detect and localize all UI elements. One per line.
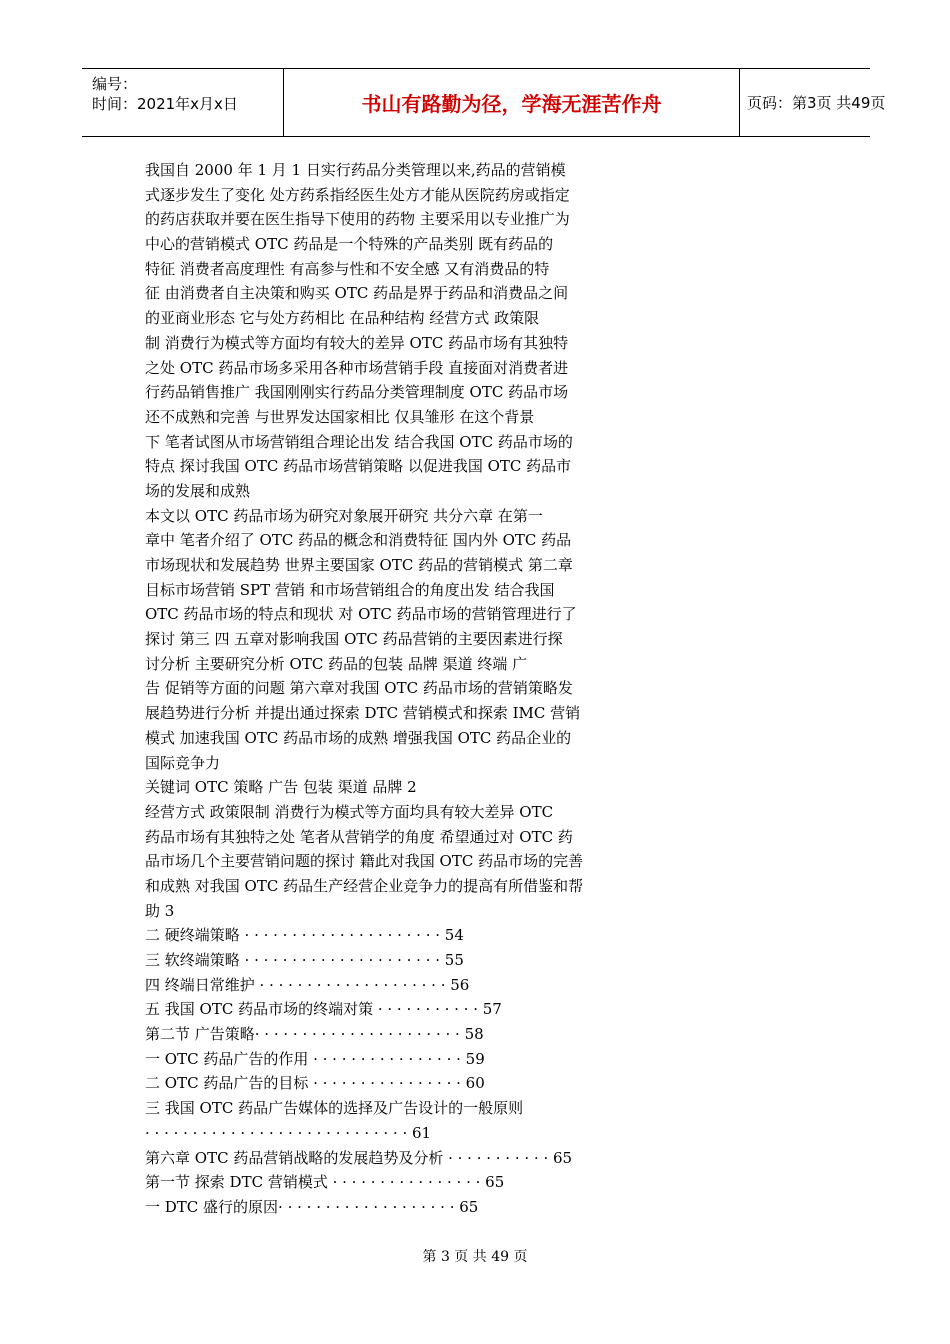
text-line: 第六章 OTC 药品营销战略的发展趋势及分析 · · · · · · · · · · · 65	[145, 1148, 573, 1167]
text-line: 三 我国 OTC 药品广告媒体的选择及广告设计的一般原则	[145, 1099, 524, 1118]
text-line: 告 促销等方面的问题 第六章对我国 OTC 药品市场的营销策略发	[145, 679, 573, 698]
text-line: 药品市场有其独特之处 笔者从营销学的角度 希望通过对 OTC 药	[145, 827, 573, 846]
text-line: OTC 药品市场的特点和现状 对 OTC 药品市场的营销管理进行了	[145, 605, 577, 624]
text-line: 征 由消费者自主决策和购买 OTC 药品是界于药品和消费品之间	[145, 284, 569, 303]
text-line: 场的发展和成熟	[145, 481, 251, 500]
date-label: 时间：2021年x月x日	[92, 95, 238, 113]
text-line: 目标市场营销 SPT 营销 和市场营销组合的角度出发 结合我国	[145, 580, 555, 599]
header-right-cell	[739, 69, 886, 136]
text-line: 二 OTC 药品广告的目标 · · · · · · · · · · · · · · · · 60	[145, 1074, 485, 1093]
number-label: 编号：	[92, 75, 138, 93]
text-line: 一 OTC 药品广告的作用 · · · · · · · · · · · · · · · · 59	[145, 1049, 485, 1068]
text-line: 品市场几个主要营销问题的探讨 籍此对我国 OTC 药品市场的完善	[145, 852, 584, 871]
text-line: 助 3	[145, 901, 175, 920]
text-line: 还不成熟和完善 与世界发达国家相比 仅具雏形 在这个背景	[145, 407, 535, 426]
text-line: 的亚商业形态 它与处方药相比 在品种结构 经营方式 政策限	[145, 309, 540, 328]
text-line: · · · · · · · · · · · · · · · · · · · · · · · · · · · · 61	[145, 1123, 432, 1142]
text-line: 讨分析 主要研究分析 OTC 药品的包装 品牌 渠道 终端 广	[145, 654, 528, 673]
page-header	[82, 68, 886, 137]
text-line: 式逐步发生了变化 处方药系指经医生处方才能从医院药房或指定	[145, 185, 570, 204]
page-info: 页码：第3页 共49页	[747, 94, 886, 112]
text-line: 探讨 第三 四 五章对影响我国 OTC 药品营销的主要因素进行探	[145, 630, 563, 649]
text-line: 关键词 OTC 策略 广告 包装 渠道 品牌 2	[145, 778, 417, 797]
text-line: 章中 笔者介绍了 OTC 药品的概念和消费特征 国内外 OTC 药品	[145, 531, 572, 550]
document-body	[145, 158, 640, 1220]
text-line: 行药品销售推广 我国刚刚实行药品分类管理制度 OTC 药品市场	[145, 383, 569, 402]
page-footer: 第 3 页 共 49 页	[422, 1249, 528, 1265]
text-line: 五 我国 OTC 药品市场的终端对策 · · · · · · · · · · · 57	[145, 1000, 502, 1019]
text-line: 四 终端日常维护 · · · · · · · · · · · · · · · · · · · · 56	[145, 975, 470, 994]
text-line: 市场现状和发展趋势 世界主要国家 OTC 药品的营销模式 第二章	[145, 556, 573, 574]
text-line: 特征 消费者高度理性 有高参与性和不安全感 又有消费品的特	[145, 259, 550, 278]
text-line: 之处 OTC 药品市场多采用各种市场营销手段 直接面对消费者进	[145, 358, 569, 377]
text-line: 第二节 广告策略· · · · · · · · · · · · · · · · · · · · · · 58	[145, 1025, 484, 1044]
text-line: 模式 加速我国 OTC 药品市场的成熟 增强我国 OTC 药品企业的	[145, 728, 572, 747]
text-line: 的药店获取并要在医生指导下使用的药物 主要采用以专业推广为	[145, 210, 570, 229]
text-line: 三 软终端策略 · · · · · · · · · · · · · · · · · · · · · 55	[145, 951, 464, 969]
text-line: 二 硬终端策略 · · · · · · · · · · · · · · · · · · · · · 54	[145, 926, 464, 945]
text-line: 我国自 2000 年 1 月 1 日实行药品分类管理以来,药品的营销模	[145, 161, 566, 179]
motto-text: 书山有路勤为径，学海无涯苦作舟	[361, 92, 662, 116]
text-line: 下 笔者试图从市场营销组合理论出发 结合我国 OTC 药品市场的	[145, 432, 573, 451]
header-motto-cell	[283, 69, 740, 136]
text-line: 本文以 OTC 药品市场为研究对象展开研究 共分六章 在第一	[145, 506, 543, 525]
text-line: 一 DTC 盛行的原因· · · · · · · · · · · · · · · · · · · 65	[145, 1197, 479, 1216]
text-line: 中心的营销模式 OTC 药品是一个特殊的产品类别 既有药品的	[145, 235, 554, 254]
text-line: 制 消费行为模式等方面均有较大的差异 OTC 药品市场有其独特	[145, 333, 569, 352]
header-left-cell	[82, 69, 282, 136]
text-line: 特点 探讨我国 OTC 药品市场营销策略 以促进我国 OTC 药品市	[145, 457, 572, 476]
text-line: 第一节 探索 DTC 营销模式 · · · · · · · · · · · · · · · · 65	[145, 1173, 505, 1192]
text-line: 经营方式 政策限制 消费行为模式等方面均具有较大差异 OTC	[145, 802, 554, 821]
text-line: 和成熟 对我国 OTC 药品生产经营企业竞争力的提高有所借鉴和帮	[145, 876, 584, 895]
text-line: 国际竞争力	[145, 753, 221, 772]
text-line: 展趋势进行分析 并提出通过探索 DTC 营销模式和探索 IMC 营销	[145, 704, 581, 723]
